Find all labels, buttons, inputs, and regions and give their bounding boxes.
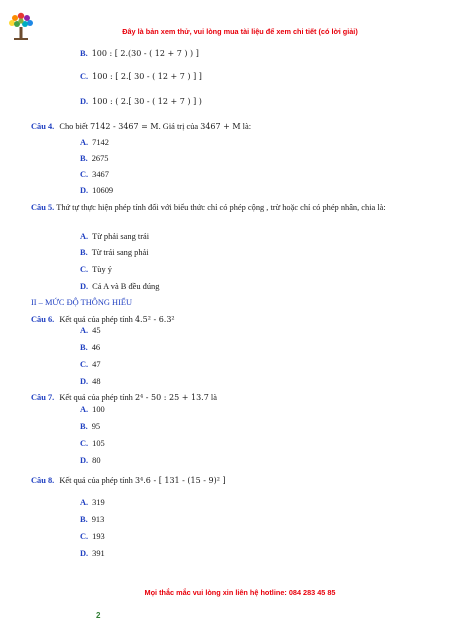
q8-option-c: C. 193 bbox=[80, 532, 105, 541]
q4-option-a: A. 7142 bbox=[80, 138, 109, 147]
q7-option-c: C. 105 bbox=[80, 439, 105, 448]
q5-option-b: B. Từ trái sang phải bbox=[80, 248, 149, 257]
preview-notice: Đây là bản xem thử, vui lòng mua tài liệu để xem chi tiết (có lời giải) bbox=[122, 27, 358, 36]
q8-option-a: A. 319 bbox=[80, 498, 105, 507]
q8-option-d: D. 391 bbox=[80, 549, 105, 558]
page-number: 2 bbox=[96, 611, 101, 620]
q7-option-a: A. 100 bbox=[80, 405, 105, 414]
question-5: Câu 5. Thứ tự thực hiện phép tính đối với biểu thức chỉ có phép cộng , trừ hoặc chỉ có phép nhân, chia là: bbox=[31, 203, 386, 212]
q7-option-d: D. 80 bbox=[80, 456, 101, 465]
tree-logo-icon bbox=[6, 10, 36, 42]
q8-option-b: B. 913 bbox=[80, 515, 105, 524]
q4-option-b: B. 2675 bbox=[80, 154, 109, 163]
section-title: II – MỨC ĐỘ THÔNG HIỂU bbox=[31, 298, 133, 307]
q4-option-d: D. 10609 bbox=[80, 186, 114, 195]
hotline-notice: Mọi thắc mắc vui lòng xin liên hệ hotline: 084 283 45 85 bbox=[144, 588, 336, 597]
q5-option-c: C. Tùy ý bbox=[80, 265, 112, 274]
q6-option-c: C. 47 bbox=[80, 360, 101, 369]
q5-option-d: D. Cả A và B đều đúng bbox=[80, 282, 160, 291]
prev-option-c: C. 100 : [ 2.[ 30 - ( 12 + 7 ) ] ] bbox=[80, 72, 202, 81]
q5-option-a: A. Từ phải sang trái bbox=[80, 232, 150, 241]
question-6: Câu 6. Kết quả của phép tính 4.5² - 6.3² bbox=[31, 315, 175, 324]
q7-option-b: B. 95 bbox=[80, 422, 101, 431]
question-8: Câu 8. Kết quả của phép tính 3⁴.6 - [ 131 - (15 - 9)² ] bbox=[31, 476, 226, 485]
question-7: Câu 7. Kết quả của phép tính 2⁴ - 50 : 25 + 13.7 là bbox=[31, 393, 217, 402]
prev-option-d: D. 100 : ( 2.[ 30 - ( 12 + 7 ) ] ) bbox=[80, 97, 202, 106]
q6-option-a: A. 45 bbox=[80, 326, 101, 335]
prev-option-b: B. 100 : [ 2.(30 - ( 12 + 7 ) ) ] bbox=[80, 49, 199, 58]
q4-option-c: C. 3467 bbox=[80, 170, 109, 179]
q6-option-d: D. 48 bbox=[80, 377, 101, 386]
question-4: Câu 4. Cho biết 7142 - 3467 = M. Giá trị của 3467 + M là: bbox=[31, 122, 252, 131]
q6-option-b: B. 46 bbox=[80, 343, 101, 352]
